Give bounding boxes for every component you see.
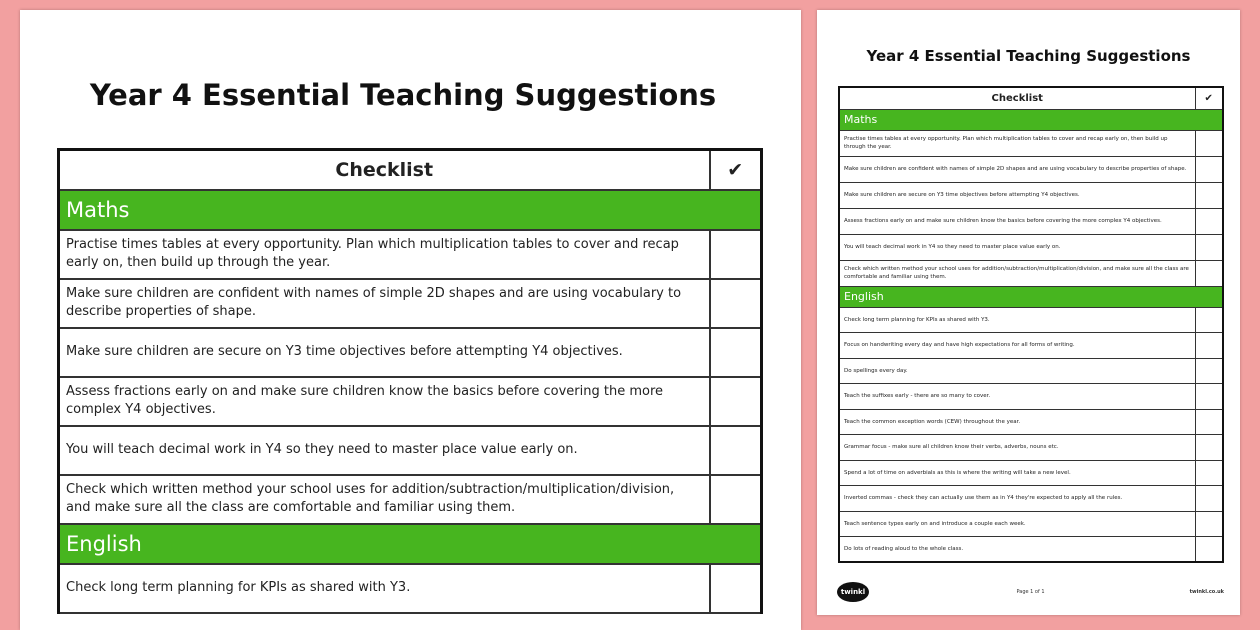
checkbox-cell[interactable] xyxy=(710,564,762,613)
section-title: Maths xyxy=(59,190,762,230)
checkbox-cell[interactable] xyxy=(1195,208,1223,234)
checklist-item-text: Do lots of reading aloud to the whole class. xyxy=(839,537,1195,563)
checklist-row xyxy=(839,208,1223,234)
checklist-row xyxy=(839,130,1223,156)
checkbox-cell[interactable] xyxy=(710,475,762,524)
checkbox-cell[interactable] xyxy=(710,279,762,328)
checklist-item-text: Make sure children are confident with names of simple 2D shapes and are using vocabulary to describe properties of shape. xyxy=(59,279,710,328)
checklist-row xyxy=(59,564,762,613)
checklist-row xyxy=(839,234,1223,260)
checklist-header: Checklist xyxy=(839,87,1195,109)
check-icon: ✔ xyxy=(1195,87,1223,109)
checklist-item-text: You will teach decimal work in Y4 so they need to master place value early on. xyxy=(59,426,710,475)
checkbox-cell[interactable] xyxy=(1195,435,1223,461)
checklist-item-text: Check which written method your school uses for addition/subtraction/multiplication/division, and make sure all the class are comfortable and familiar using them. xyxy=(59,475,710,524)
checklist-item-text: Teach the common exception words (CEW) throughout the year. xyxy=(839,409,1195,435)
checkbox-cell[interactable] xyxy=(1195,234,1223,260)
section-title: English xyxy=(59,524,762,564)
section-header-maths xyxy=(59,190,762,230)
checkbox-cell[interactable] xyxy=(1195,182,1223,208)
page-number: Page 1 of 1 xyxy=(1016,589,1045,595)
section-title: Maths xyxy=(839,109,1223,130)
checklist-item-text: Make sure children are secure on Y3 time objectives before attempting Y4 objectives. xyxy=(59,328,710,377)
checklist-row xyxy=(839,537,1223,563)
checklist-item-text: Assess fractions early on and make sure children know the basics before covering the more complex Y4 objectives. xyxy=(59,377,710,426)
checkbox-cell[interactable] xyxy=(1195,486,1223,512)
checklist-row xyxy=(839,182,1223,208)
checklist-row xyxy=(839,486,1223,512)
checklist-row xyxy=(59,279,762,328)
checkbox-cell[interactable] xyxy=(710,426,762,475)
checklist-row xyxy=(839,156,1223,182)
checklist-table xyxy=(838,86,1224,563)
checklist-header-row xyxy=(59,150,762,190)
checkbox-cell[interactable] xyxy=(1195,156,1223,182)
checkbox-cell[interactable] xyxy=(1195,307,1223,333)
checkbox-cell[interactable] xyxy=(710,328,762,377)
checkbox-cell[interactable] xyxy=(1195,260,1223,286)
checklist-header: Checklist xyxy=(59,150,710,190)
document-preview-small xyxy=(817,10,1240,615)
checklist-row xyxy=(59,475,762,524)
checklist-row xyxy=(59,328,762,377)
checklist-item-text: Make sure children are secure on Y3 time objectives before attempting Y4 objectives. xyxy=(839,182,1195,208)
checklist-row xyxy=(839,333,1223,359)
checklist-item-text: Inverted commas - check they can actually use them as in Y4 they're expected to apply all the rules. xyxy=(839,486,1195,512)
checklist-item-text: Practise times tables at every opportunity. Plan which multiplication tables to cover and recap early on, then build up through the year. xyxy=(59,230,710,279)
section-title: English xyxy=(839,286,1223,307)
checklist-item-text: Spend a lot of time on adverbials as this is where the writing will take a new level. xyxy=(839,460,1195,486)
section-header-english xyxy=(59,524,762,564)
checkbox-cell[interactable] xyxy=(1195,130,1223,156)
checklist-item-text: Do spellings every day. xyxy=(839,358,1195,384)
checkbox-cell[interactable] xyxy=(1195,333,1223,359)
checklist-row xyxy=(839,511,1223,537)
checkbox-cell[interactable] xyxy=(1195,384,1223,410)
checkbox-cell[interactable] xyxy=(710,230,762,279)
checkbox-cell[interactable] xyxy=(1195,358,1223,384)
checkbox-cell[interactable] xyxy=(1195,537,1223,563)
checklist-item-text: Check long term planning for KPIs as shared with Y3. xyxy=(839,307,1195,333)
checkbox-cell[interactable] xyxy=(1195,409,1223,435)
checklist-row xyxy=(839,409,1223,435)
checklist-row xyxy=(59,426,762,475)
page-footer xyxy=(837,582,1224,602)
checklist-item-text: Focus on handwriting every day and have high expectations for all forms of writing. xyxy=(839,333,1195,359)
checklist-item-text: Make sure children are confident with names of simple 2D shapes and are using vocabulary to describe properties of shape. xyxy=(839,156,1195,182)
document-preview-large xyxy=(20,10,801,630)
footer-url: twinkl.co.uk xyxy=(1189,589,1224,595)
checklist-item-text: Check which written method your school uses for addition/subtraction/multiplication/division, and make sure all the class are comfortable and familiar using them. xyxy=(839,260,1195,286)
checklist-header-row xyxy=(839,87,1223,109)
twinkl-logo: twinkl xyxy=(837,582,869,602)
checklist-row xyxy=(59,377,762,426)
checklist-item-text: You will teach decimal work in Y4 so they need to master place value early on. xyxy=(839,234,1195,260)
checkbox-cell[interactable] xyxy=(1195,511,1223,537)
check-icon: ✔ xyxy=(710,150,762,190)
checklist-row xyxy=(839,358,1223,384)
checklist-row xyxy=(839,460,1223,486)
checklist-item-text: Practise times tables at every opportunity. Plan which multiplication tables to cover and recap early on, then build up through the year. xyxy=(839,130,1195,156)
checklist-row xyxy=(839,260,1223,286)
checklist-item-text: Check long term planning for KPIs as shared with Y3. xyxy=(59,564,710,613)
checklist-row xyxy=(839,384,1223,410)
document-title: Year 4 Essential Teaching Suggestions xyxy=(866,47,1191,65)
checklist-table xyxy=(57,148,763,614)
checklist-item-text: Assess fractions early on and make sure children know the basics before covering the more complex Y4 objectives. xyxy=(839,208,1195,234)
checklist-row xyxy=(839,307,1223,333)
document-title: Year 4 Essential Teaching Suggestions xyxy=(89,78,717,112)
checklist-row xyxy=(839,435,1223,461)
checkbox-cell[interactable] xyxy=(1195,460,1223,486)
checkbox-cell[interactable] xyxy=(710,377,762,426)
checklist-item-text: Teach sentence types early on and introduce a couple each week. xyxy=(839,511,1195,537)
section-header-english xyxy=(839,286,1223,307)
checklist-row xyxy=(59,230,762,279)
checklist-item-text: Teach the suffixes early - there are so many to cover. xyxy=(839,384,1195,410)
section-header-maths xyxy=(839,109,1223,130)
checklist-item-text: Grammar focus - make sure all children know their verbs, adverbs, nouns etc. xyxy=(839,435,1195,461)
